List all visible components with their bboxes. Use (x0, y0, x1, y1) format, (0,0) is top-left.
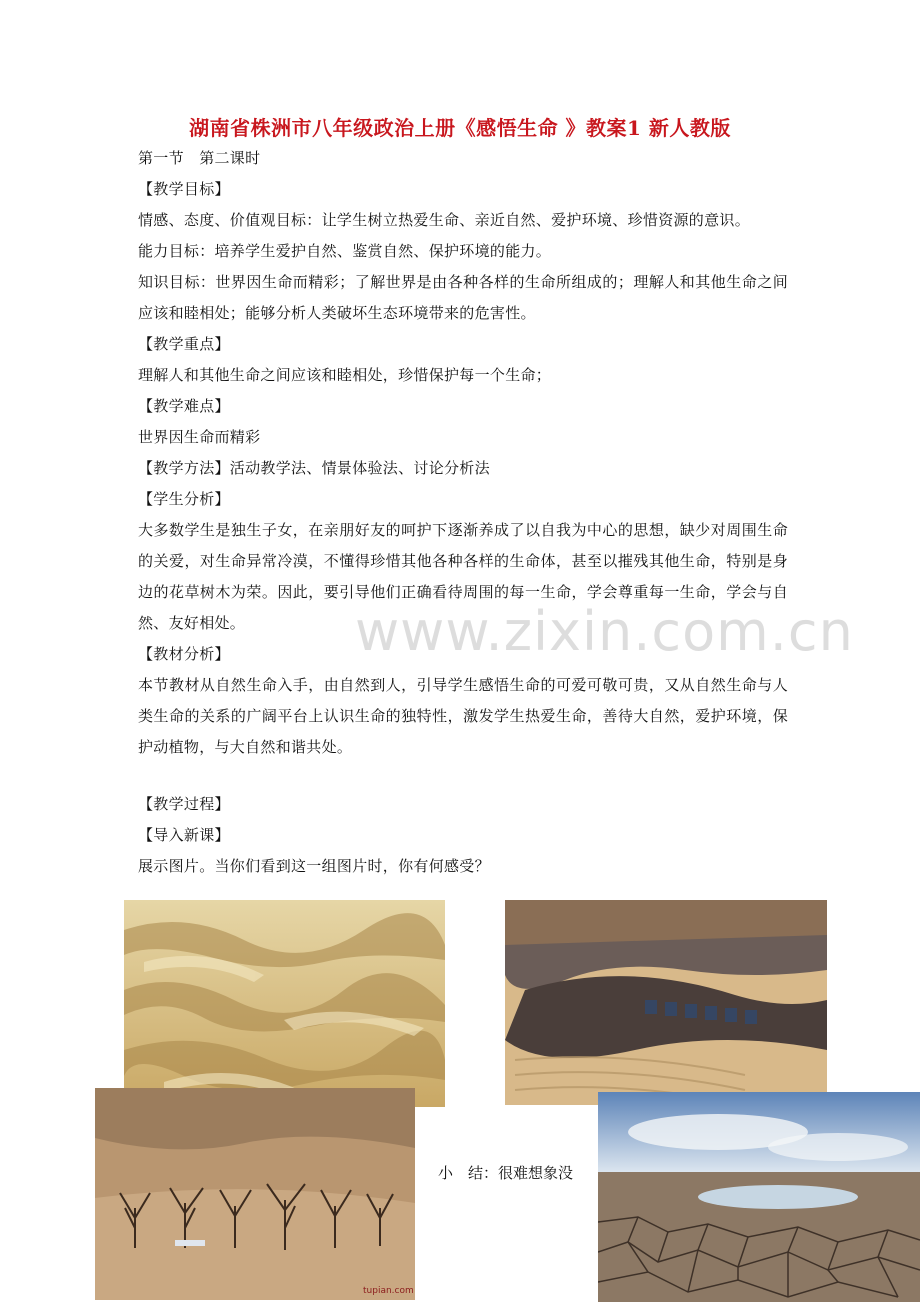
sand-dunes-image (124, 900, 445, 1107)
cracked-earth-image (598, 1092, 920, 1302)
watermark: www.zixin.com.cn (355, 600, 854, 663)
goal-knowledge: 知识目标：世界因生命而精彩；了解世界是由各种各样的生命所组成的；理解人和其他生命之间应该和睦相处；能够分析人类破坏生态环境带来的危害性。 (138, 273, 788, 322)
process-heading: 【教学过程】 (138, 795, 230, 813)
key-heading: 【教学重点】 (138, 335, 230, 353)
goal-heading: 【教学目标】 (138, 180, 230, 198)
goal-emotion: 情感、态度、价值观目标：让学生树立热爱生命、亲近自然、爱护环境、珍惜资源的意识。 (138, 211, 751, 229)
image-caption: tupian.com (363, 1286, 414, 1296)
student-heading: 【学生分析】 (138, 490, 230, 508)
method-line: 【教学方法】活动教学法、情景体验法、讨论分析法 (138, 459, 490, 477)
goal-ability: 能力目标：培养学生爱护自然、鉴赏自然、保护环境的能力。 (138, 242, 552, 260)
page-title: 湖南省株洲市八年级政治上册《感悟生命 》教案1 新人教版 (189, 116, 731, 140)
section-label: 第一节 第二课时 (138, 149, 261, 167)
difficult-heading: 【教学难点】 (138, 397, 230, 415)
key-text: 理解人和其他生命之间应该和睦相处，珍惜保护每一个生命； (138, 366, 552, 384)
summary-text: 小 结：很难想象没 (438, 1164, 574, 1182)
difficult-text: 世界因生命而精彩 (138, 428, 261, 446)
student-text: 大多数学生是独生子女，在亲朋好友的呵护下逐渐养成了以自我为中心的思想，缺少对周围生命的关爱，对生命异常冷漠，不懂得珍惜其他各种各样的生命体，甚至以摧残其他生命，特别是身边的花草树木为荣。因此，要引导他们正确看待周围的每一生命，学会尊重每一生命，学会与自然、友好相处。 (138, 521, 788, 632)
eroded-canyon-image (505, 900, 827, 1105)
barren-trees-image (95, 1088, 415, 1300)
intro-text: 展示图片。当你们看到这一组图片时，你有何感受？ (138, 857, 490, 875)
intro-heading: 【导入新课】 (138, 826, 230, 844)
material-text: 本节教材从自然生命入手，由自然到人，引导学生感悟生命的可爱可敬可贵，又从自然生命与人类生命的关系的广阔平台上认识生命的独特性，激发学生热爱生命，善待大自然，爱护环境，保护动植物，与大自然和谐共处。 (138, 676, 788, 756)
material-heading: 【教材分析】 (138, 645, 230, 663)
